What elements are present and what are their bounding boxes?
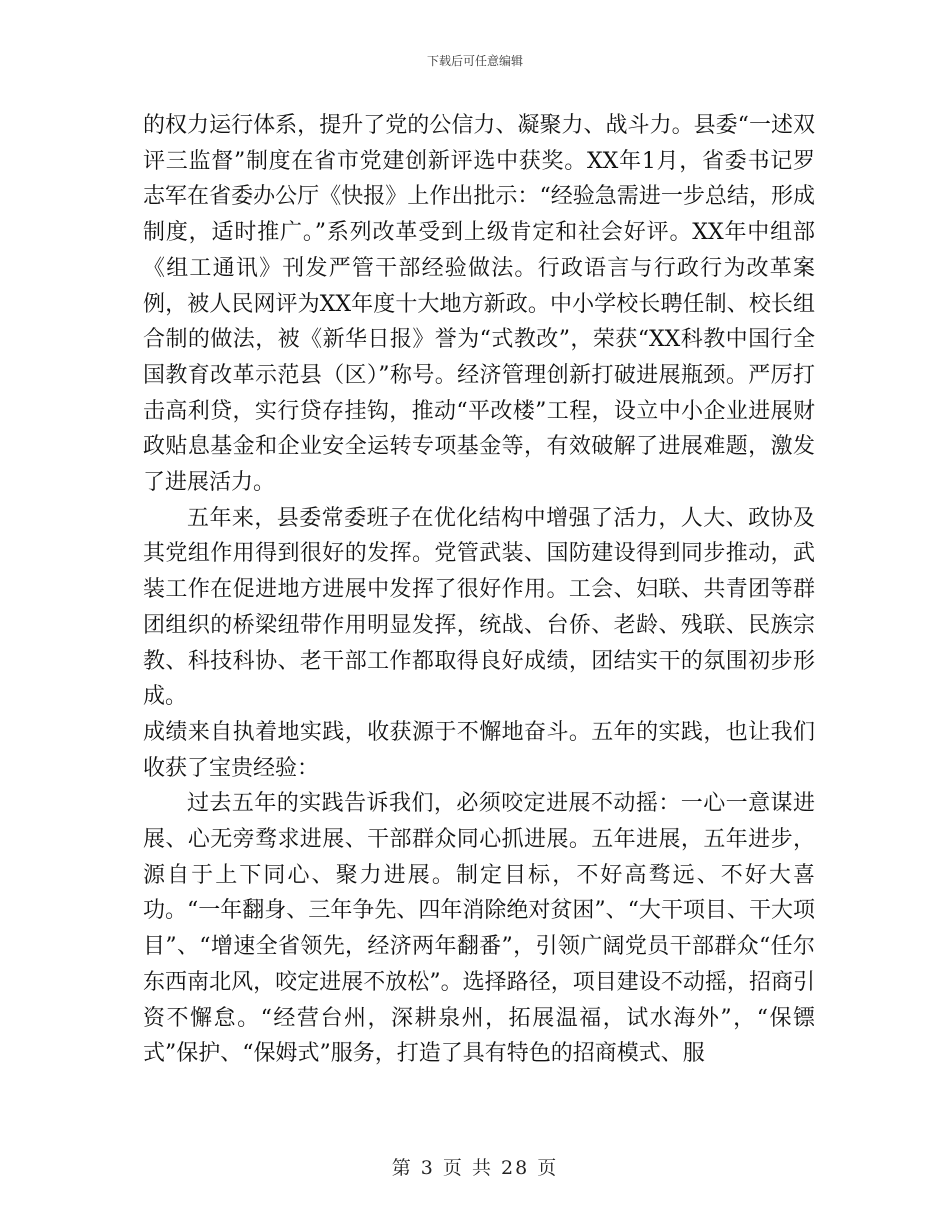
paragraph-4: 过去五年的实践告诉我们，必须咬定进展不动摇：一心一意谋进展、心无旁骛求进展、干部群众同心抓进展。五年进展，五年进步，源自于上下同心、聚力进展。制定目标，不好高骛远、不好大喜功。“一年翻身、三年争先、四年消除绝对贫困”、“大干项目、干大项目”、“增速全省领先，经济两年翻番”，引领广阔党员干部群众“任尔东西南北风，咬定进展不放松”。选择路径，项目建设不动摇，招商引资不懈怠。“经营台州，深耕泉州，拓展温福，试水海外”，“保镖式”保护、“保姆式”服务，打造了具有特色的招商模式、服 <box>143 791 815 1067</box>
page-footer: 第 3 页 共 28 页 <box>391 1157 559 1179</box>
paragraph-3: 成绩来自执着地实践，收获源于不懈地奋斗。五年的实践，也让我们收获了宝贵经验： <box>143 719 815 781</box>
page-header: 下载后可任意编辑 <box>426 54 523 68</box>
paragraph-2: 五年来，县委常委班子在优化结构中增强了活力，人大、政协及其党组作用得到很好的发挥。党管武装、国防建设得到同步推动，武装工作在促进地方进展中发挥了很好作用。工会、妇联、共青团等群团组织的桥梁纽带作用明显发挥，统战、台侨、老龄、残联、民族宗教、科技科协、老干部工作都取得良好成绩，团结实干的氛围初步形成。 <box>143 505 815 710</box>
paragraph-1: 的权力运行体系，提升了党的公信力、凝聚力、战斗力。县委“一述双评三监督”制度在省市党建创新评选中获奖。XX年1月，省委书记罗志军在省委办公厅《快报》上作出批示：“经验急需进一步总结，形成制度，适时推广。”系列改革受到上级肯定和社会好评。XX年中组部《组工通讯》刊发严管干部经验做法。行政语言与行政行为改革案例，被人民网评为XX年度十大地方新政。中小学校长聘任制、校长组合制的做法，被《新华日报》誉为“式教改”，荣获“XX科教中国行全国教育改革示范县（区）”称号。经济管理创新打破进展瓶颈。严厉打击高利贷，实行贷存挂钩，推动“平改楼”工程，设立中小企业进展财政贴息基金和企业安全运转专项基金等，有效破解了进展难题，激发了进展活力。 <box>143 113 815 496</box>
document-body <box>143 108 815 1072</box>
